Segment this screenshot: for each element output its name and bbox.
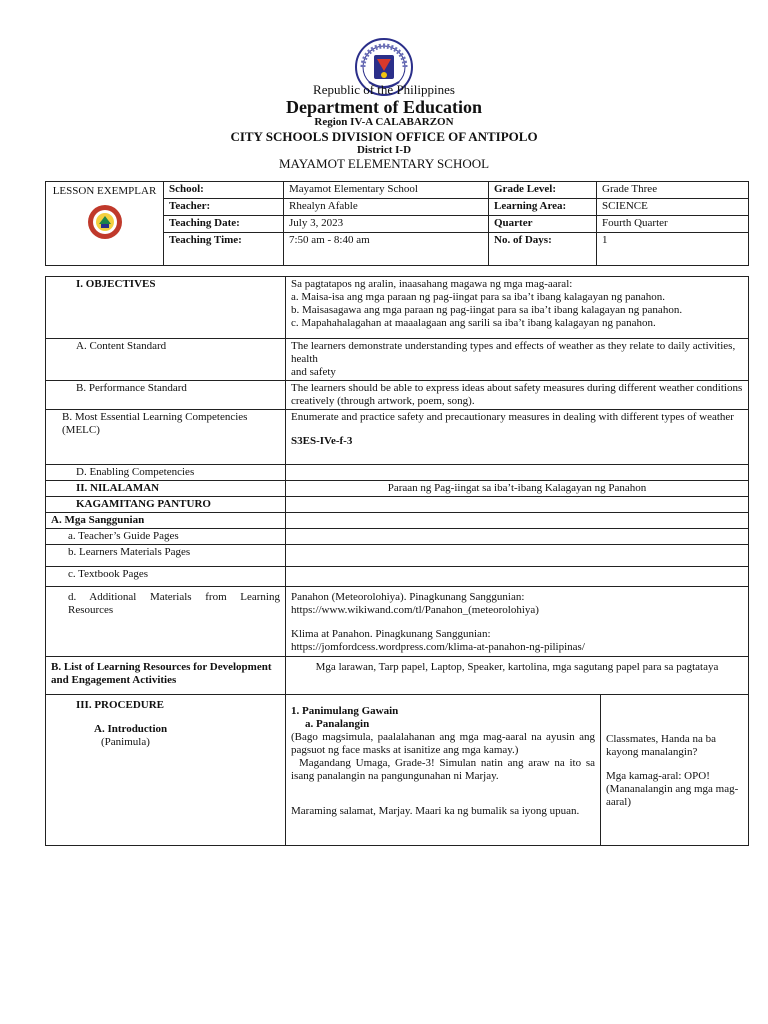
content-standard-text: The learners demonstrate understanding types and effects of weather as they relate to daily activities, health bbox=[291, 340, 736, 365]
learning-resources-text: Mga larawan, Tarp papel, Laptop, Speaker, kartolina, mga sagutang papel para sa pagtataya bbox=[286, 657, 749, 695]
nilalaman-label: II. NILALAMAN bbox=[46, 481, 286, 497]
introduction-label: A. Introduction bbox=[94, 723, 168, 735]
enabling-competencies-value bbox=[286, 465, 749, 481]
panimulang-gawain-title: 1. Panimulang Gawain bbox=[291, 705, 399, 717]
performance-standard-label: B. Performance Standard bbox=[46, 381, 286, 410]
performance-standard-text: The learners should be able to express ideas about safety measures during different weather conditions creatively (through artwork, poem, song). bbox=[286, 381, 749, 410]
teaching-time-label: Teaching Time: bbox=[164, 233, 284, 266]
school-label: School: bbox=[164, 182, 284, 199]
melc-content bbox=[286, 410, 749, 465]
teaching-date-value: July 3, 2023 bbox=[284, 216, 489, 233]
reference-1-url: https://www.wikiwand.com/tl/Panahon_(meteorolohiya) bbox=[291, 604, 539, 616]
learner-response-2: Mga kamag-aral: OPO! bbox=[606, 770, 710, 782]
learning-resources-row bbox=[46, 657, 749, 695]
days-label: No. of Days: bbox=[489, 233, 597, 266]
introduction-sub-label: (Panimula) bbox=[101, 736, 150, 748]
procedure-paragraph-1: (Bago magsimula, paalalahanan ang mga mag-aaral na ayusin ang pagsuot ng face masks at isanitize ang mga kamay.) bbox=[291, 731, 595, 756]
learners-materials-pages-label: b. Learners Materials Pages bbox=[46, 545, 286, 567]
header-district: District I-D bbox=[356, 144, 412, 156]
header-region: Region IV-A CALABARZON bbox=[314, 116, 454, 128]
school-seal-logo bbox=[87, 204, 123, 240]
header-school: MAYAMOT ELEMENTARY SCHOOL bbox=[278, 156, 490, 171]
learning-resources-label: B. List of Learning Resources for Development and Engagement Activities bbox=[46, 657, 286, 695]
tg-pages-row bbox=[46, 529, 749, 545]
textbook-pages-row bbox=[46, 567, 749, 587]
sanggunian-value bbox=[286, 513, 749, 529]
textbook-pages-value bbox=[286, 567, 749, 587]
procedure-paragraph-3: Maraming salamat, Marjay. Maari ka ng bumalik sa iyong upuan. bbox=[291, 805, 580, 817]
content-standard-content bbox=[286, 339, 749, 381]
procedure-teacher-activity bbox=[286, 695, 601, 846]
learner-response-3: (Mananalangin ang mga mag- aaral) bbox=[606, 783, 739, 808]
procedure-row bbox=[46, 695, 749, 846]
melc-row bbox=[46, 410, 749, 465]
teaching-date-label: Teaching Date: bbox=[164, 216, 284, 233]
teacher-value: Rhealyn Afable bbox=[284, 199, 489, 216]
kagamitan-row bbox=[46, 497, 749, 513]
melc-text: Enumerate and practice safety and precautionary measures in dealing with different types of weather bbox=[291, 411, 734, 423]
sanggunian-label: A. Mga Sanggunian bbox=[46, 513, 286, 529]
content-standard-label: A. Content Standard bbox=[46, 339, 286, 381]
objective-c: c. Mapahahalagahan at maaalagaan ang sarili sa iba’t ibang kalagayan ng panahon. bbox=[291, 317, 656, 329]
teachers-guide-pages-value bbox=[286, 529, 749, 545]
panalangin-title: a. Panalangin bbox=[305, 718, 370, 730]
lesson-exemplar-cell bbox=[46, 182, 164, 266]
nilalaman-text: Paraan ng Pag-iingat sa iba’t-ibang Kalagayan ng Panahon bbox=[286, 481, 749, 497]
objectives-intro: Sa pagtatapos ng aralin, inaasahang magawa ng mga mag-aaral: bbox=[291, 278, 573, 290]
sanggunian-row bbox=[46, 513, 749, 529]
lesson-plan-table bbox=[45, 276, 749, 846]
teaching-time-value: 7:50 am - 8:40 am bbox=[284, 233, 489, 266]
objectives-row bbox=[46, 277, 749, 339]
objective-a: a. Maisa-isa ang mga paraan ng pag-iingat para sa iba’t ibang kalagayan ng panahon. bbox=[291, 291, 665, 303]
reference-2: Klima at Panahon. Pinagkunang Sanggunian: bbox=[291, 628, 491, 640]
reference-1: Panahon (Meteorolohiya). Pinagkunang Sanggunian: bbox=[291, 591, 525, 603]
objectives-label: I. OBJECTIVES bbox=[46, 277, 286, 339]
learning-area-value: SCIENCE bbox=[597, 199, 749, 216]
additional-materials-label: d. Additional Materials from Learning Resources bbox=[46, 587, 286, 657]
learning-area-label: Learning Area: bbox=[489, 199, 597, 216]
lm-pages-row bbox=[46, 545, 749, 567]
learner-response-1: Classmates, Handa na ba kayong manalangin? bbox=[606, 733, 716, 758]
additional-materials-content bbox=[286, 587, 749, 657]
school-value: Mayamot Elementary School bbox=[284, 182, 489, 199]
procedure-label-cell bbox=[46, 695, 286, 846]
header-department: Department of Education bbox=[286, 97, 482, 117]
reference-2-url: https://jomfordcess.wordpress.com/klima-at-panahon-ng-pilipinas/ bbox=[291, 641, 585, 653]
content-standard-row bbox=[46, 339, 749, 381]
header-republic: Republic of the Philippines bbox=[313, 82, 455, 97]
quarter-value: Fourth Quarter bbox=[597, 216, 749, 233]
kagamitan-value bbox=[286, 497, 749, 513]
enabling-competencies-label: D. Enabling Competencies bbox=[46, 465, 286, 481]
grade-level-label: Grade Level: bbox=[489, 182, 597, 199]
teacher-label: Teacher: bbox=[164, 199, 284, 216]
objectives-content bbox=[286, 277, 749, 339]
additional-materials-row bbox=[46, 587, 749, 657]
melc-label: B. Most Essential Learning Competencies (MELC) bbox=[46, 410, 286, 465]
procedure-paragraph-2: Magandang Umaga, Grade-3! Simulan natin ang araw na ito sa isang panalangin na pangungunahan ni Marjay. bbox=[291, 757, 595, 782]
enabling-row bbox=[46, 465, 749, 481]
lesson-exemplar-label: LESSON EXEMPLAR bbox=[52, 185, 157, 197]
content-standard-text-2: and safety bbox=[291, 366, 336, 378]
objective-b: b. Maisasagawa ang mga paraan ng pag-iingat para sa iba’t ibang kalagayan ng panahon. bbox=[291, 304, 683, 316]
textbook-pages-label: c. Textbook Pages bbox=[46, 567, 286, 587]
procedure-label: III. PROCEDURE bbox=[76, 699, 165, 711]
procedure-learner-activity bbox=[601, 695, 749, 846]
grade-level-value: Grade Three bbox=[597, 182, 749, 199]
teachers-guide-pages-label: a. Teacher’s Guide Pages bbox=[46, 529, 286, 545]
melc-code: S3ES-IVe-f-3 bbox=[291, 435, 353, 447]
lesson-info-table bbox=[45, 181, 749, 266]
performance-standard-row bbox=[46, 381, 749, 410]
quarter-label: Quarter bbox=[489, 216, 597, 233]
days-value: 1 bbox=[597, 233, 749, 266]
nilalaman-row bbox=[46, 481, 749, 497]
kagamitan-label: KAGAMITANG PANTURO bbox=[46, 497, 286, 513]
learners-materials-pages-value bbox=[286, 545, 749, 567]
header-division: CITY SCHOOLS DIVISION OFFICE OF ANTIPOLO bbox=[230, 129, 538, 144]
